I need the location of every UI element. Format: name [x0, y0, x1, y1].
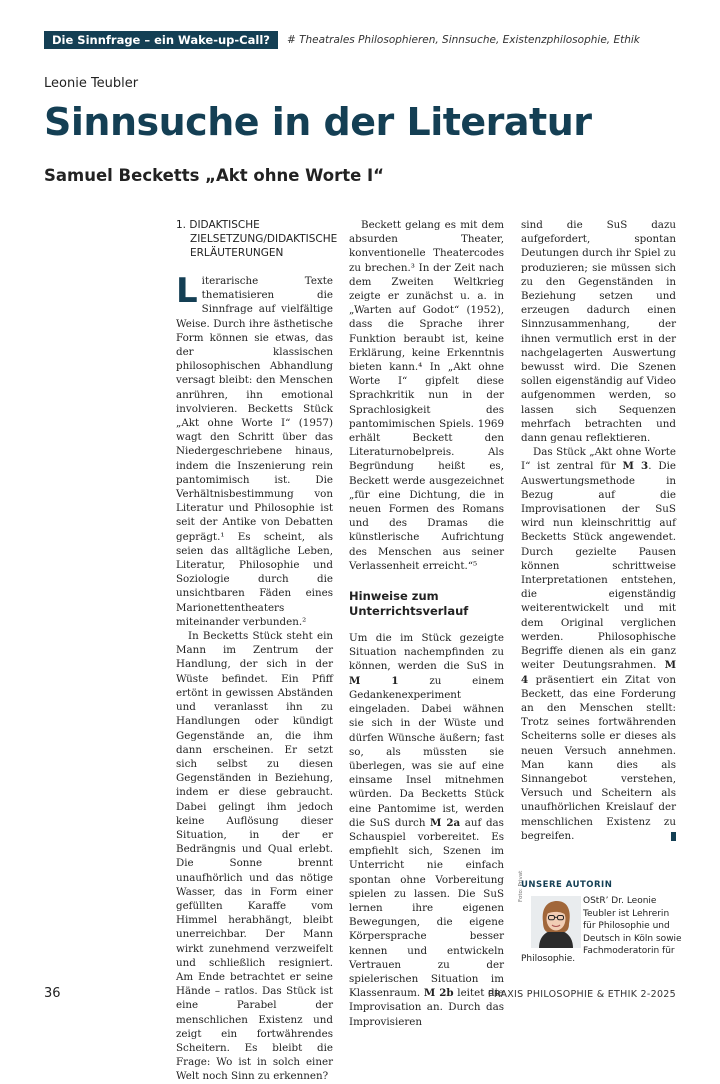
header-bar — [44, 31, 640, 49]
end-of-article-mark — [671, 832, 676, 841]
paragraph: Literarische Texte thematisieren die Sinnfrage auf vielfältige Weise. Durch ihre ästhetische Form können sie etwas, das der klassischen philosophischen Abhandlung versagt bleibt: den Menschen anrühren, ihn emotional involvieren. Becketts Stück „Akt ohne Worte I“ (1957) wagt den Schritt über das Niedergeschriebene hinaus, indem die Inszenierung rein pantomimisch ist. Die Verhältnisbestimmung von Literatur und Philosophie ist seit der Antike von Debatten geprägt.¹ Es scheint, als seien das alltägliche Leben, Literatur, Philosophie und Soziologie durch die unsichtbaren Fäden eines Marionettentheaters miteinander verbunden.² — [176, 271, 333, 628]
author-box — [518, 870, 682, 964]
author-box-label: UNSERE AUTORIN — [521, 880, 613, 890]
paragraph: Um die im Stück gezeigte Situation nachempfinden zu können, werden die SuS in M 1 zu einem Gedankenexperiment eingeladen. Dabei wähnen sie sich in der Wüste und dürfen Wünsche äußern; fast so, als müssten sie überlegen, was sie auf eine einsame Insel mitnehmen würden. Da Becketts Stück eine Pantomime ist, werden die SuS durch M 2a auf das Schauspiel vorbereitet. Es empfiehlt sich, Szenen im Unterricht nie einfach spontan ohne Vorbereitung spielen zu lassen. Die SuS lernen ihre eigenen Bewegungen, die eigene Körpersprache besser kennen und entwickeln Vertrauen zu der spielerischen Situation im Klassenraum. M 2b leitet die Improvisation an. Durch das Improvisieren — [349, 632, 505, 1028]
author-bio: OStR’ Dr. Leonie Teubler ist Lehrerin für Philosophie und Deutsch in Köln sowie Fachmoderatorin für — [583, 896, 682, 956]
material-ref-m2a: M 2a — [430, 816, 461, 829]
material-ref-m1: M 1 — [349, 674, 399, 687]
article-subtitle: Samuel Becketts „Akt ohne Worte I“ — [44, 166, 385, 185]
section-heading: 1. DIDAKTISCHE ZIELSETZUNG/DIDAKTISCHE ERLÄUTERUNGEN — [176, 219, 338, 259]
paragraph: Beckett gelang es mit dem absurden Theater, konventionelle Theatercodes zu brechen.³ In der Zeit nach dem Zweiten Weltkrieg zeigte er zunächst u. a. in „Warten auf Godot“ (1952), dass die Sprache ihrer Funktion beraubt ist, keine Erklärung, keine Erkenntnis bieten kann.⁴ In „Akt ohne Worte I“ gipfelt diese Sprachkritik nun in der Sprachlosigkeit des pantomimischen Spiels. 1969 erhält Beckett den Literaturnobelpreis. Als Begründung heißt es, Beckett werde ausgezeichnet „für eine Dichtung, die in neuen Formen des Romans und des Dramas die künstlerische Aufrichtung des Menschen aus seiner Verlassenheit erreicht.“⁵ — [349, 219, 504, 572]
text-column-3 — [521, 218, 676, 843]
material-ref-m2b: M 2b — [423, 987, 454, 1000]
material-ref-m4: M 4 — [521, 659, 676, 686]
subsection-heading: Hinweise zum Unterrichtsverlauf — [349, 589, 469, 619]
photo-credit: Foto: Privat — [518, 870, 524, 902]
journal-name: PRAXIS PHILOSOPHIE & ETHIK 2-2025 — [487, 989, 676, 1000]
article-title: Sinnsuche in der Literatur — [44, 100, 592, 144]
paragraph: Das Stück „Akt ohne Worte I“ ist zentral für M 3. Die Auswertungsmethode in Bezug auf die Improvisationen der SuS wird nun kleinschrittig auf Becketts Stück angewendet. Durch gezielte Pausen können schrittweise Interpretationen entstehen, die eigenständig weiterentwickelt und mit dem Original verglichen werden. Philosophische Begriffe dienen als ein ganz weiter Deutungsrahmen. M 4 präsentiert ein Zitat von Beckett, das eine Forderung an den Menschen stellt: Trotz seines fortwährenden Scheiterns solle er dieses als neuen Versuch annehmen. Man kann dies als Sinnangebot verstehen, Versuch und Scheitern als unaufhörlichen Kreislauf der menschlichen Existenz zu begreifen. — [521, 446, 676, 842]
author-name: Leonie Teubler — [44, 76, 139, 91]
text-column-2 — [349, 218, 504, 1029]
author-photo — [531, 896, 581, 948]
series-tag: Die Sinnfrage – ein Wake-up-Call? — [44, 31, 278, 49]
author-bio-end: Philosophie. — [521, 954, 576, 964]
paragraph-continued: sind die SuS dazu aufgefordert, spontan Deutungen durch ihr Spiel zu produzieren; sie müssen sich zu den Gegenständen in Beziehung setzen und erzeugen dadurch einen Sinnzusammenhang, der ihnen vermutlich erst in der nachgelagerten Auswertung bewusst wird. Die Szenen sollen eigenständig auf Video aufgenommen werden, so lassen sich Sequenzen mehrfach betrachten und dann genau reflektieren. — [521, 219, 676, 445]
text-column-1 — [176, 218, 338, 1084]
material-ref-m3: M 3 — [622, 460, 649, 473]
page-number: 36 — [44, 986, 61, 1001]
paragraph: In Becketts Stück steht ein Mann im Zentrum der Handlung, der sich in der Wüste befindet. Ein Pfiff ertönt in gewissen Abständen und veranlasst ihn zu Handlungen oder kündigt Gegenstände an, die ihm dann erscheinen. Er setzt sich selbst zu diesen Gegenständen in Beziehung, indem er diese gebraucht. Dabei gelingt ihm jedoch keine Auflösung dieser Situation, in der er Bedrängnis und Qual erlebt. Die Sonne brennt unaufhörlich und das nötige Wasser, das in Form einer gefüllten Karaffe vom Himmel herabhängt, bleibt unerreichbar. Der Mann wirkt zunehmend verzweifelt und schließlich resigniert. Am Ende betrachtet er seine Hände – ratlos. Das Stück ist eine Parabel der menschlichen Existenz und zeigt ein fortwährendes Scheitern. Es bleibt die Frage: Wo ist in solch einer Welt noch Sinn zu erkennen? — [176, 630, 333, 1083]
topic-hashtags: # Theatrales Philosophieren, Sinnsuche, Existenzphilosophie, Ethik — [286, 34, 640, 46]
drop-cap: L — [176, 271, 198, 311]
